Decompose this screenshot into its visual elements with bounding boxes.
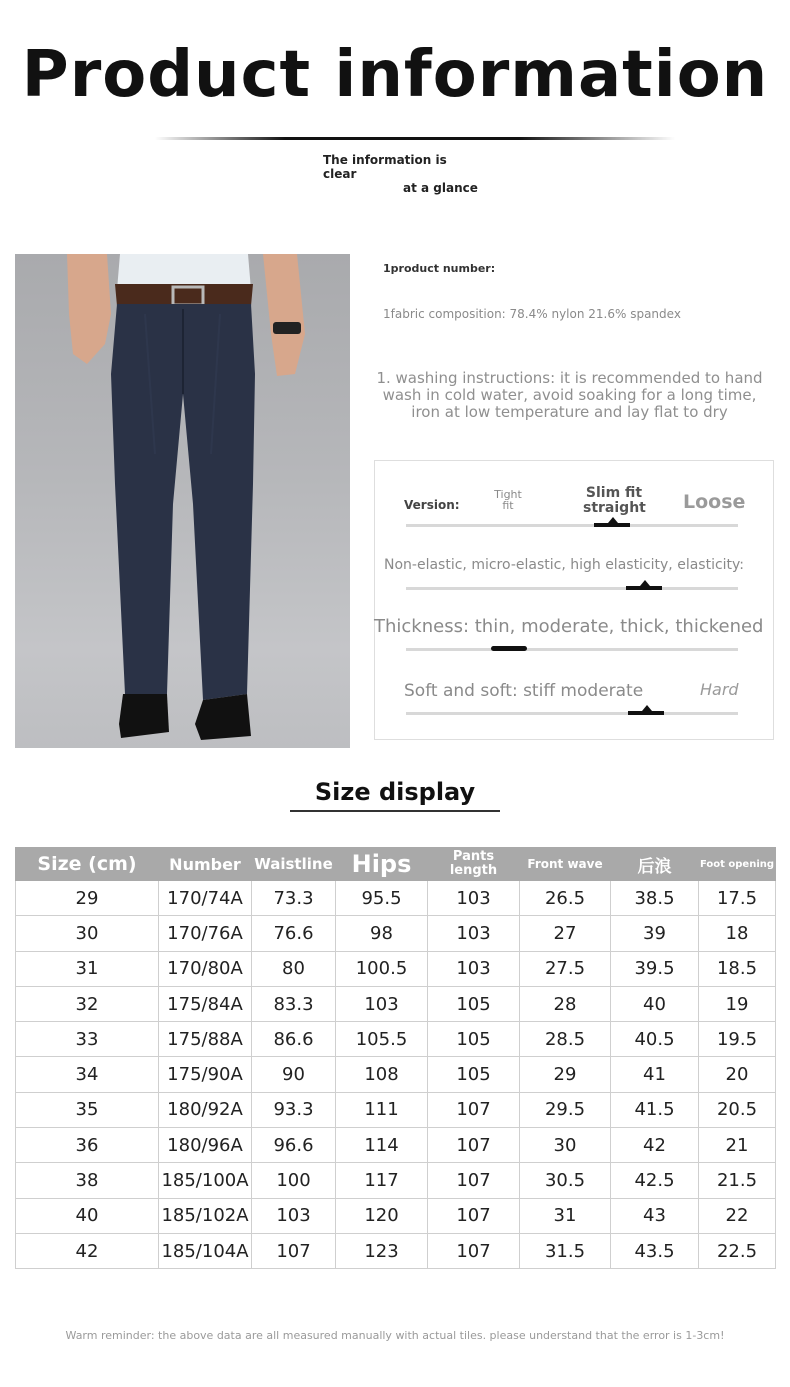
table-cell: 27.5 xyxy=(520,951,611,986)
warm-reminder: Warm reminder: the above data are all measured manually with actual tiles. please understand that the error is 1-3cm! xyxy=(65,1329,725,1342)
table-cell: 107 xyxy=(428,1233,520,1268)
table-cell: 170/76A xyxy=(159,916,252,951)
pants-model-illustration xyxy=(15,254,350,748)
table-cell: 43 xyxy=(611,1198,699,1233)
col-size: Size (cm) xyxy=(16,848,159,881)
table-cell: 18.5 xyxy=(699,951,776,986)
size-table-body xyxy=(16,881,776,1269)
col-foot-opening: Foot opening xyxy=(699,848,776,881)
table-cell: 123 xyxy=(336,1233,428,1268)
table-cell: 107 xyxy=(252,1233,336,1268)
table-cell: 105 xyxy=(428,986,520,1021)
table-cell: 100.5 xyxy=(336,951,428,986)
size-display-title: Size display xyxy=(314,778,476,806)
table-cell: 175/90A xyxy=(159,1057,252,1092)
table-row xyxy=(16,1198,776,1233)
thickness-track xyxy=(406,648,738,651)
table-cell: 95.5 xyxy=(336,881,428,916)
table-cell: 185/104A xyxy=(159,1233,252,1268)
version-label: Version: xyxy=(404,498,460,512)
title-divider xyxy=(155,137,675,140)
col-waistline: Waistline xyxy=(252,848,336,881)
table-cell: 86.6 xyxy=(252,1022,336,1057)
table-cell: 36 xyxy=(16,1128,159,1163)
table-cell: 39 xyxy=(611,916,699,951)
softness-hard-label: Hard xyxy=(700,680,739,699)
col-front-wave: Front wave xyxy=(520,848,611,881)
table-cell: 26.5 xyxy=(520,881,611,916)
attribute-panel xyxy=(374,460,774,740)
table-cell: 96.6 xyxy=(252,1128,336,1163)
table-cell: 107 xyxy=(428,1198,520,1233)
col-back-wave: 后浪 xyxy=(611,848,699,881)
softness-track xyxy=(406,712,738,715)
table-cell: 83.3 xyxy=(252,986,336,1021)
table-cell: 20 xyxy=(699,1057,776,1092)
table-cell: 180/96A xyxy=(159,1128,252,1163)
table-cell: 40 xyxy=(16,1198,159,1233)
table-row xyxy=(16,1163,776,1198)
table-cell: 108 xyxy=(336,1057,428,1092)
table-cell: 103 xyxy=(336,986,428,1021)
table-cell: 40 xyxy=(611,986,699,1021)
table-cell: 31 xyxy=(520,1198,611,1233)
table-cell: 29 xyxy=(520,1057,611,1092)
washing-line-1: 1. washing instructions: it is recommended to hand xyxy=(376,369,763,387)
table-cell: 185/100A xyxy=(159,1163,252,1198)
table-row xyxy=(16,916,776,951)
version-option-tight xyxy=(493,489,523,511)
table-cell: 105 xyxy=(428,1022,520,1057)
version-track xyxy=(406,524,738,527)
version-option-slim xyxy=(583,486,645,516)
version-option-loose: Loose xyxy=(683,491,746,513)
table-cell: 103 xyxy=(252,1198,336,1233)
table-row xyxy=(16,1022,776,1057)
table-cell: 21 xyxy=(699,1128,776,1163)
table-cell: 120 xyxy=(336,1198,428,1233)
table-cell: 18 xyxy=(699,916,776,951)
table-cell: 105 xyxy=(428,1057,520,1092)
table-cell: 39.5 xyxy=(611,951,699,986)
table-cell: 22.5 xyxy=(699,1233,776,1268)
table-cell: 19.5 xyxy=(699,1022,776,1057)
table-cell: 19 xyxy=(699,986,776,1021)
softness-label: Soft and soft: stiff moderate xyxy=(404,681,644,701)
table-cell: 30 xyxy=(520,1128,611,1163)
table-row xyxy=(16,951,776,986)
page-title: Product information xyxy=(21,38,769,112)
fabric-composition: 1fabric composition: 78.4% nylon 21.6% spandex xyxy=(383,307,681,321)
table-cell: 31.5 xyxy=(520,1233,611,1268)
table-cell: 43.5 xyxy=(611,1233,699,1268)
elasticity-track xyxy=(406,587,738,590)
table-cell: 41 xyxy=(611,1057,699,1092)
table-cell: 180/92A xyxy=(159,1092,252,1127)
product-photo xyxy=(15,254,350,748)
table-cell: 98 xyxy=(336,916,428,951)
table-row xyxy=(16,1092,776,1127)
table-cell: 31 xyxy=(16,951,159,986)
table-cell: 20.5 xyxy=(699,1092,776,1127)
washing-instructions xyxy=(362,370,777,421)
version-option-tight-line-2: fit xyxy=(502,499,514,512)
table-cell: 90 xyxy=(252,1057,336,1092)
table-cell: 107 xyxy=(428,1092,520,1127)
softness-indicator xyxy=(628,711,664,715)
table-cell: 17.5 xyxy=(699,881,776,916)
table-cell: 38 xyxy=(16,1163,159,1198)
table-cell: 80 xyxy=(252,951,336,986)
table-cell: 42 xyxy=(16,1233,159,1268)
table-cell: 29 xyxy=(16,881,159,916)
table-cell: 28.5 xyxy=(520,1022,611,1057)
table-cell: 114 xyxy=(336,1128,428,1163)
table-cell: 34 xyxy=(16,1057,159,1092)
table-cell: 21.5 xyxy=(699,1163,776,1198)
table-cell: 170/74A xyxy=(159,881,252,916)
table-cell: 107 xyxy=(428,1128,520,1163)
table-cell: 30.5 xyxy=(520,1163,611,1198)
table-cell: 27 xyxy=(520,916,611,951)
col-number: Number xyxy=(159,848,252,881)
table-cell: 117 xyxy=(336,1163,428,1198)
subtitle xyxy=(323,153,483,195)
softness-pointer-icon xyxy=(642,705,652,711)
table-cell: 93.3 xyxy=(252,1092,336,1127)
thickness-indicator xyxy=(491,646,527,651)
table-cell: 100 xyxy=(252,1163,336,1198)
table-cell: 40.5 xyxy=(611,1022,699,1057)
table-header-row xyxy=(16,848,776,881)
washing-line-3: iron at low temperature and lay flat to dry xyxy=(411,403,728,421)
col-hips: Hips xyxy=(336,848,428,881)
table-cell: 35 xyxy=(16,1092,159,1127)
table-cell: 111 xyxy=(336,1092,428,1127)
table-cell: 32 xyxy=(16,986,159,1021)
table-cell: 103 xyxy=(428,916,520,951)
table-cell: 76.6 xyxy=(252,916,336,951)
table-cell: 185/102A xyxy=(159,1198,252,1233)
subtitle-line-1: The information is clear xyxy=(323,153,447,181)
elasticity-pointer-icon xyxy=(640,580,650,586)
table-row xyxy=(16,881,776,916)
table-row xyxy=(16,986,776,1021)
table-cell: 41.5 xyxy=(611,1092,699,1127)
table-cell: 73.3 xyxy=(252,881,336,916)
version-option-slim-line-2: straight xyxy=(583,500,646,516)
table-cell: 33 xyxy=(16,1022,159,1057)
version-option-slim-line-1: Slim fit xyxy=(585,485,643,501)
table-cell: 28 xyxy=(520,986,611,1021)
version-option-tight-line-1: Tight xyxy=(494,488,522,501)
size-display-divider xyxy=(290,810,500,812)
table-cell: 175/84A xyxy=(159,986,252,1021)
table-cell: 107 xyxy=(428,1163,520,1198)
table-cell: 30 xyxy=(16,916,159,951)
elasticity-label: Non-elastic, micro-elastic, high elasticity, elasticity: xyxy=(384,557,745,573)
version-pointer-icon xyxy=(608,517,618,523)
table-row xyxy=(16,1233,776,1268)
table-cell: 38.5 xyxy=(611,881,699,916)
table-cell: 29.5 xyxy=(520,1092,611,1127)
table-cell: 175/88A xyxy=(159,1022,252,1057)
thickness-label: Thickness: thin, moderate, thick, thickened xyxy=(374,616,764,637)
table-cell: 22 xyxy=(699,1198,776,1233)
table-cell: 42 xyxy=(611,1128,699,1163)
size-table xyxy=(15,847,776,1269)
table-cell: 103 xyxy=(428,881,520,916)
version-indicator xyxy=(594,523,630,527)
product-number: 1product number: xyxy=(383,262,496,275)
elasticity-indicator xyxy=(626,586,662,590)
subtitle-line-2: at a glance xyxy=(403,181,478,195)
washing-line-2: wash in cold water, avoid soaking for a long time, xyxy=(382,386,757,404)
table-row xyxy=(16,1128,776,1163)
table-cell: 103 xyxy=(428,951,520,986)
table-row xyxy=(16,1057,776,1092)
table-cell: 170/80A xyxy=(159,951,252,986)
table-cell: 42.5 xyxy=(611,1163,699,1198)
table-cell: 105.5 xyxy=(336,1022,428,1057)
col-pants-length: Pants length xyxy=(428,848,520,881)
